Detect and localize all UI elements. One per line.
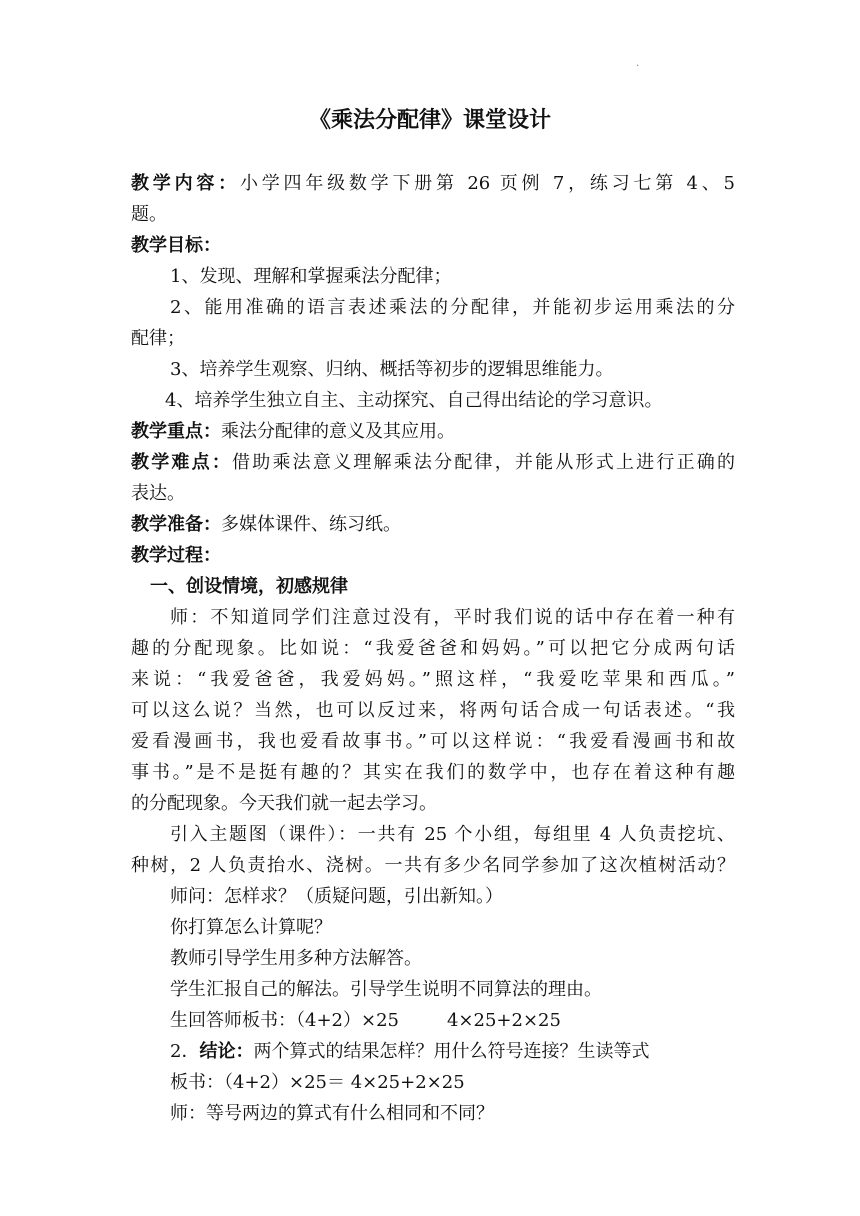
conclusion-line [170, 1036, 735, 1067]
prep-line [131, 509, 735, 540]
difficulty-text-1: 借助乘法意义理解乘法分配律，并能从形式上进行正确的 [232, 452, 735, 473]
paragraph-2-line: 引入主题图（课件）：一共有 25 个小组，每组里 4 人负责挖坑、 [170, 824, 735, 845]
content-label: 教学内容： [131, 173, 240, 194]
keypoint-label: 教学重点： [131, 421, 221, 442]
difficulty-line-1 [131, 447, 735, 478]
content-text-1: 小学四年级数学下册第 26 页例 7，练习七第 4、5 [239, 173, 735, 194]
board-writing-2: 板书：（4+2）×25＝ 4×25+2×25 [170, 1072, 465, 1093]
calc-question: 你打算怎么计算呢？ [170, 917, 332, 938]
board-expression-1: 生回答师板书：（4+2）×25 [170, 1010, 399, 1031]
keypoint-text: 乘法分配律的意义及其应用。 [221, 421, 455, 442]
report-text: 学生汇报自己的解法。引导学生说明不同算法的理由。 [170, 979, 602, 1000]
conclusion-label: 结论： [199, 1041, 254, 1062]
goal-item-2: 2、能用准确的语言表述乘法的分配律，并能初步运用乘法的分 [170, 297, 735, 318]
paragraph-1-line: 的分配现象。今天我们就一起去学习。 [131, 793, 437, 814]
prep-label: 教学准备： [131, 514, 221, 535]
goal-item-3: 3、培养学生观察、归纳、概括等初步的逻辑思维能力。 [170, 359, 614, 380]
paragraph-1-line: 可以这么说？当然，也可以反过来，将两句话合成一句话表述。“我 [131, 700, 735, 721]
prep-text: 多媒体课件、练习纸。 [221, 514, 401, 535]
conclusion-text: 两个算式的结果怎样？用什么符号连接？生读等式 [253, 1041, 650, 1062]
goals-label: 教学目标： [131, 235, 221, 256]
paragraph-2-line: 种树，2 人负责抬水、浇树。一共有多少名同学参加了这次植树活动？ [131, 855, 735, 876]
paragraph-1-line: 爱看漫画书，我也爱看故事书。”可以这样说：“我爱看漫画书和故 [131, 731, 735, 752]
content-line-1 [131, 168, 735, 199]
conclusion-number: 2． [170, 1041, 200, 1062]
process-label: 教学过程： [131, 545, 221, 566]
header-mark: . [636, 58, 640, 69]
paragraph-1-line: 趣的分配现象。比如说：“我爱爸爸和妈妈。”可以把它分成两句话 [131, 638, 735, 659]
paragraph-1-line: 事书。”是不是挺有趣的？其实在我们的数学中，也存在着这种有趣 [131, 762, 735, 783]
compare-question: 师：等号两边的算式有什么相同和不同？ [170, 1103, 494, 1124]
board-expression-2: 4×25+2×25 [446, 1010, 561, 1031]
paragraph-1-line: 来说：“我爱爸爸，我爱妈妈。”照这样，“我爱吃苹果和西瓜。” [131, 669, 735, 690]
paragraph-1-line: 师：不知道同学们注意过没有，平时我们说的话中存在着一种有 [170, 607, 735, 628]
teacher-question: 师问：怎样求？（质疑问题，引出新知。） [170, 886, 503, 907]
guide-text: 教师引导学生用多种方法解答。 [170, 948, 422, 969]
keypoint-line [131, 416, 735, 447]
board-writing-1 [170, 1005, 730, 1036]
difficulty-line-2: 表达。 [131, 483, 185, 504]
page-title: 《乘法分配律》课堂设计 [308, 108, 551, 133]
goal-item-2-cont: 配律； [131, 328, 185, 349]
content-line-2: 题。 [131, 204, 167, 225]
difficulty-label: 教学难点： [131, 452, 233, 473]
goal-item-1: 1、发现、理解和掌握乘法分配律； [170, 266, 452, 287]
section-1-heading: 一、创设情境，初感规律 [150, 576, 348, 597]
goal-item-4: 4、培养学生独立自主、主动探究、自己得出结论的学习意识。 [165, 390, 663, 411]
